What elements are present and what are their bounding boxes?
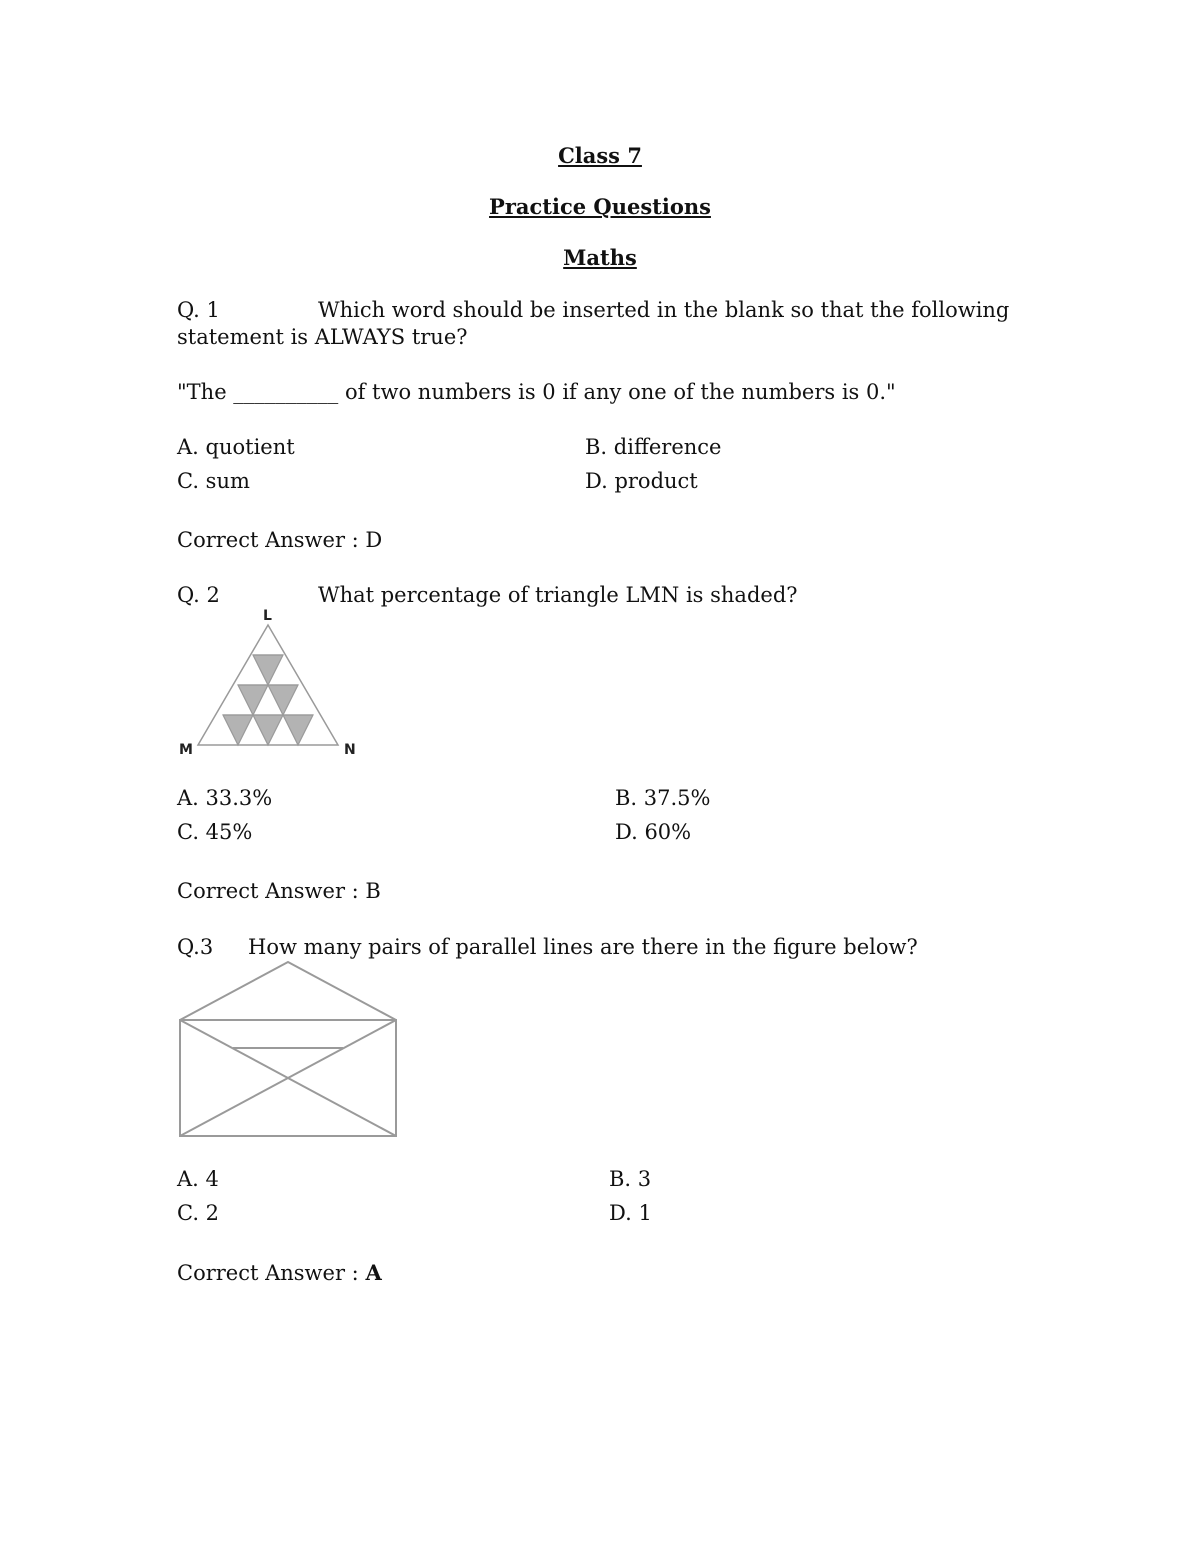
practice-questions-heading: Practice Questions — [489, 194, 711, 219]
q2-option-c: C. 45% — [177, 820, 253, 844]
q3-number: Q.3 — [177, 935, 214, 959]
q2-option-a: A. 33.3% — [177, 786, 273, 810]
shaded-triangle-6 — [283, 715, 313, 745]
vertex-label-l: L — [263, 608, 272, 624]
q2-correct-answer: Correct Answer : B — [177, 879, 381, 903]
subject-heading: Maths — [563, 245, 637, 270]
q1-correct-answer: Correct Answer : D — [177, 528, 383, 552]
q3-correct-answer — [177, 1260, 382, 1286]
vertex-label-n: N — [344, 742, 356, 758]
q1-option-d: D. product — [585, 469, 698, 493]
envelope-flap — [180, 962, 396, 1020]
q3-text: How many pairs of parallel lines are there in the figure below? — [248, 935, 918, 959]
q1-number: Q. 1 — [177, 298, 220, 322]
q1-option-c: C. sum — [177, 469, 250, 493]
q2-number: Q. 2 — [177, 583, 220, 607]
shaded-triangle-2 — [238, 685, 268, 715]
q1-option-b: B. difference — [585, 435, 722, 459]
triangle-lmn-figure — [175, 603, 375, 763]
q2-option-d: D. 60% — [615, 820, 692, 844]
shaded-triangle-1 — [253, 655, 283, 685]
q1-text-line2: statement is ALWAYS true? — [177, 325, 468, 349]
envelope-svg — [170, 955, 406, 1145]
shaded-triangle-5 — [253, 715, 283, 745]
q3-option-a: A. 4 — [177, 1167, 219, 1191]
class-heading: Class 7 — [558, 143, 642, 168]
q2-text: What percentage of triangle LMN is shaded? — [318, 583, 798, 607]
q3-answer-prefix: Correct Answer : — [177, 1261, 366, 1285]
triangle-lmn-svg — [175, 603, 375, 763]
q2-option-b: B. 37.5% — [615, 786, 711, 810]
q3-option-b: B. 3 — [609, 1167, 652, 1191]
shaded-triangle-4 — [223, 715, 253, 745]
q1-option-a: A. quotient — [177, 435, 295, 459]
shaded-triangle-3 — [268, 685, 298, 715]
q1-text-line1: Which word should be inserted in the blank so that the following — [318, 298, 1010, 322]
q3-option-c: C. 2 — [177, 1201, 220, 1225]
q1-statement: "The __________ of two numbers is 0 if any one of the numbers is 0." — [177, 380, 896, 404]
q3-option-d: D. 1 — [609, 1201, 652, 1225]
q3-answer-letter: A — [365, 1260, 382, 1285]
vertex-label-m: M — [179, 742, 193, 758]
envelope-figure — [170, 955, 406, 1145]
